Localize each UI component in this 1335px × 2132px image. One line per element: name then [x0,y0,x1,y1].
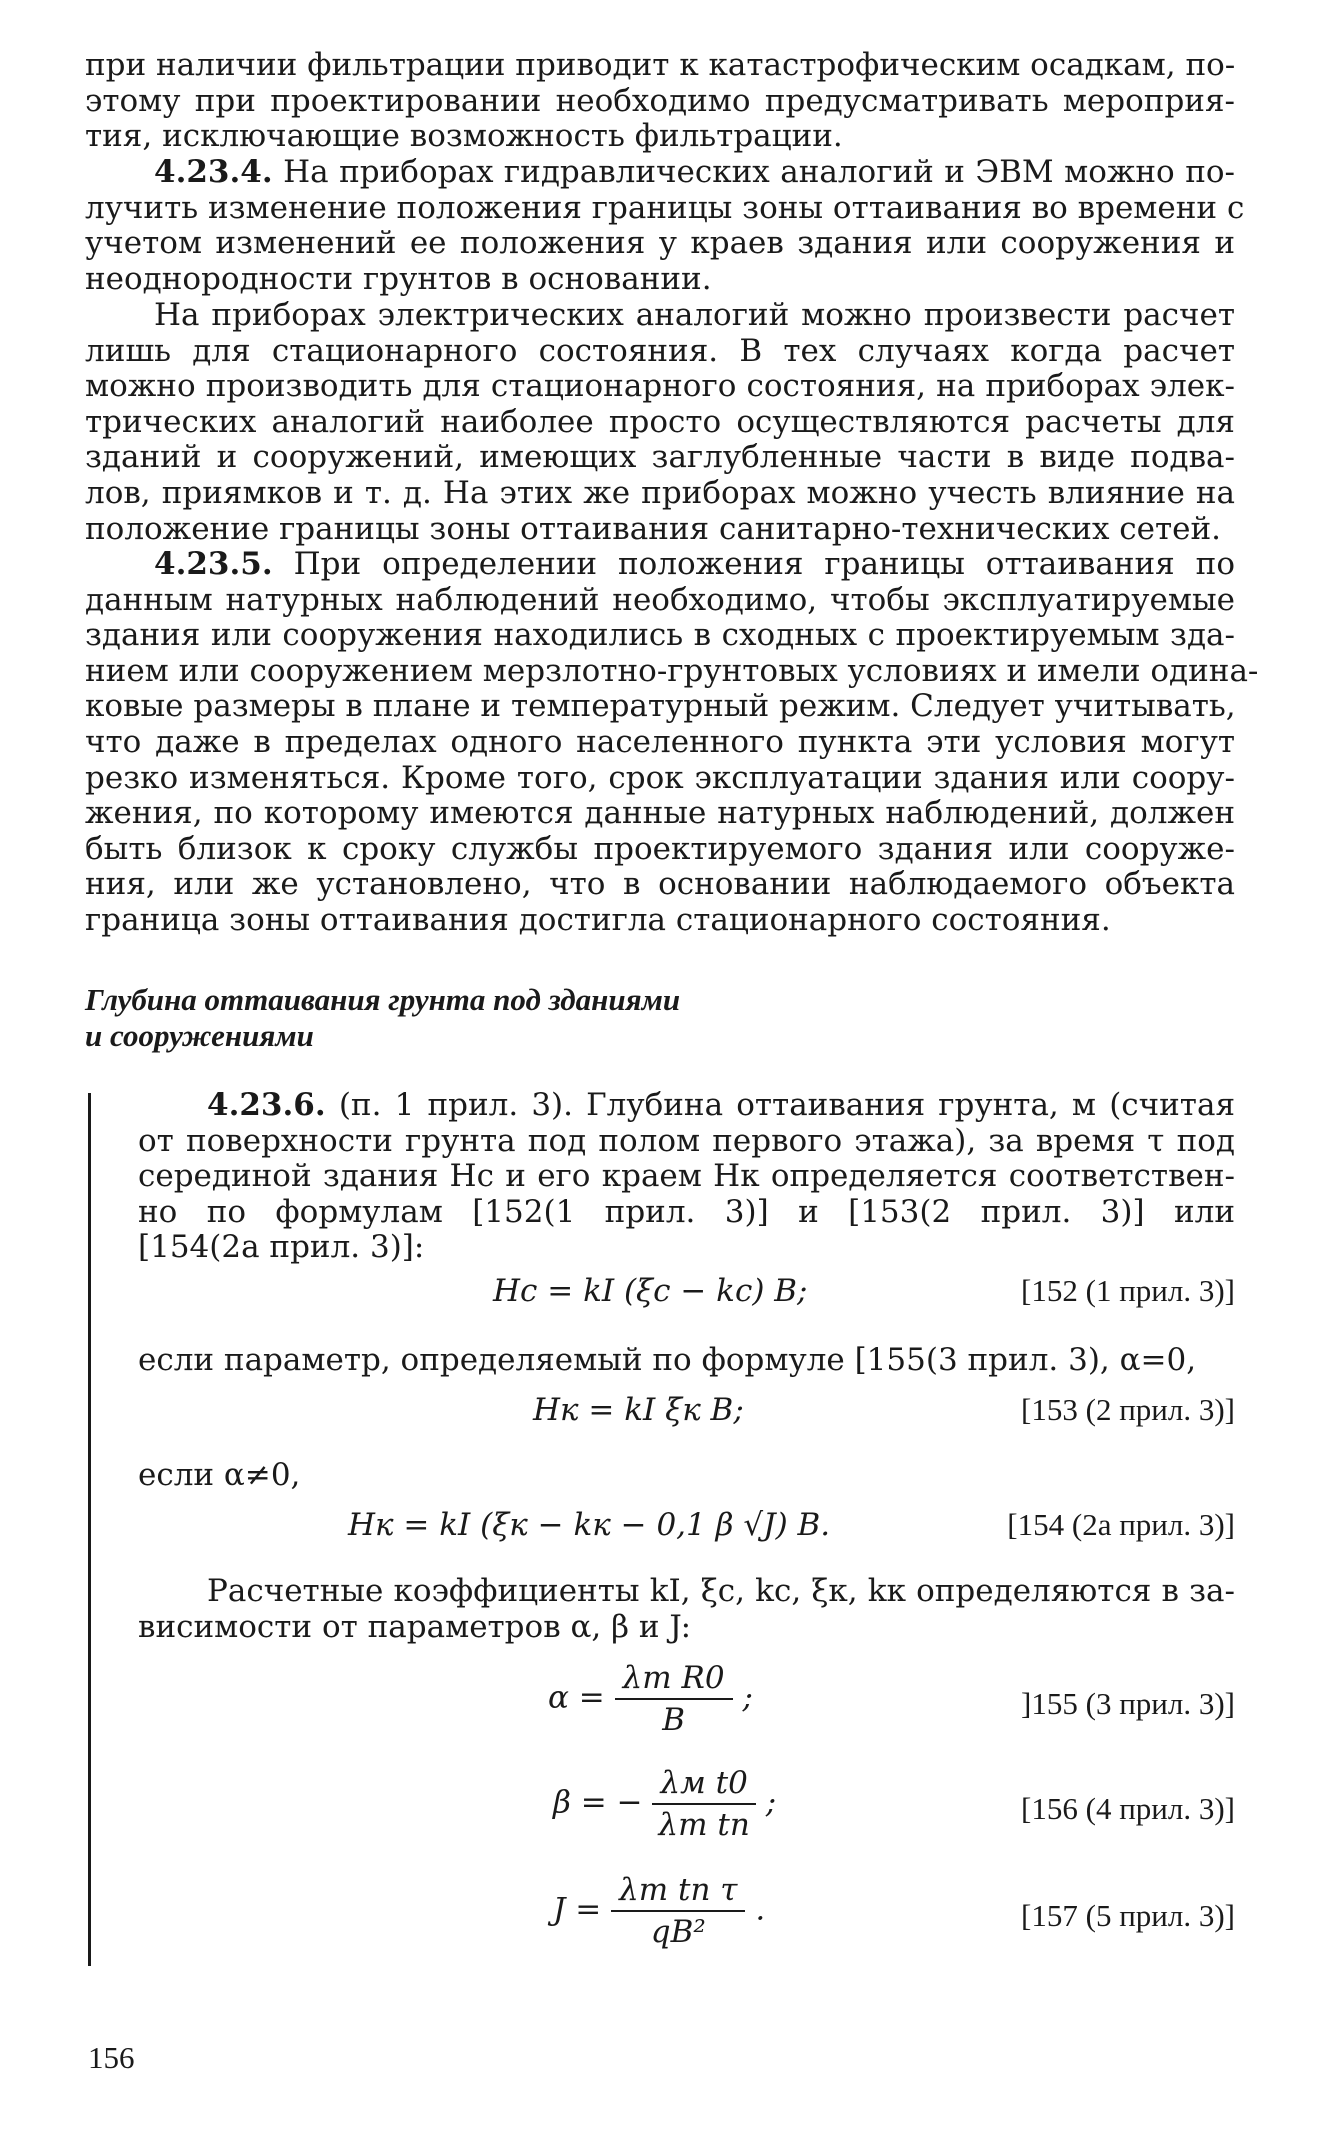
paragraph-4-23-5 [85,546,1259,939]
equation-reference: [156 (4 прил. 3)] [1021,1791,1235,1826]
equation-reference: [154 (2а прил. 3)] [1007,1507,1235,1542]
text-line [85,547,1235,583]
fraction-denominator: B [662,1702,685,1738]
formula-expression: Hк = kI (ξк − kк − 0,1 β √J) B. [348,1507,831,1543]
formula-lhs: J = [553,1891,602,1928]
text-line: висимости от параметров α, β и J: [138,1608,692,1645]
fraction-numerator: λт tп τ [611,1872,745,1912]
section-heading [85,982,680,1053]
formula-lhs: β = − [553,1784,643,1821]
fraction-denominator: λт tп [658,1807,750,1843]
text-line: нием или сооружением мерзлотно-грунтовых условиях и имели одина- [85,652,1259,689]
formula-156 [138,1765,1235,1855]
text-line: резко изменяться. Кроме того, срок эксплуатации здания или соору- [85,759,1235,796]
text-line: если параметр, определяемый по формуле [155(3 прил. 3), α=0, [138,1342,1197,1378]
paragraph-electric-analogies [85,298,1235,547]
text-line: зданий и сооружений, имеющих заглубленные части в виде подва- [85,439,1235,476]
text-line: лучить изменение положения границы зоны оттаивания во времени с [85,189,1245,226]
fraction-numerator: λт R0 [615,1660,733,1700]
text-line: трических аналогий наиболее просто осуществляются расчеты для [85,403,1235,440]
formula-tail: ; [742,1679,753,1716]
formula-expression: Hк = kI ξк B; [533,1392,744,1428]
text-line: лов, приямков и т. д. На этих же приборах можно учесть влияние на [85,474,1235,511]
text-line: от поверхности грунта под полом первого этажа), за время τ под [138,1122,1235,1159]
fraction-denominator: qB² [650,1914,706,1950]
formula-lhs: α = [548,1679,605,1716]
formula-154 [138,1507,1235,1567]
text-line: при наличии фильтрации приводит к катастрофическим осадкам, по- [85,47,1236,83]
equation-reference: [157 (5 прил. 3)] [1021,1898,1235,1933]
formula-expression [553,1872,765,1950]
equation-reference: [152 (1 прил. 3)] [1021,1273,1235,1308]
text-fragment: При определении положения границы оттаивания по [272,546,1235,582]
paragraph-alpha-zero [138,1343,1235,1379]
formula-expression [553,1765,776,1843]
text-line: ковые размеры в плане и температурный режим. Следует учитывать, [85,688,1236,725]
section-number: 4.23.5. [154,546,273,582]
text-line: Расчетные коэффициенты kI, ξс, kс, ξк, kк определяются в за- [207,1573,1235,1609]
margin-change-bar [88,1093,91,1966]
text-line: если α≠0, [138,1457,301,1493]
text-line [85,155,1235,191]
formula-expression: Hс = kI (ξс − kс) B; [493,1273,808,1309]
text-line: ния, или же установлено, что в основании наблюдаемого объекта [85,866,1235,903]
text-line: граница зоны оттаивания достигла стационарного состояния. [85,901,1111,938]
text-line: но по формулам [152(1 прил. 3)] и [153(2 прил. 3)] или [138,1193,1235,1230]
formula-152 [138,1273,1235,1333]
fraction [611,1872,745,1950]
formula-155 [138,1660,1235,1750]
equation-reference: ]155 (3 прил. 3)] [1021,1686,1235,1721]
heading-line: и сооружениями [85,1017,314,1053]
section-number: 4.23.6. [207,1087,326,1123]
text-line: этому при проектировании необходимо предусматривать мероприя- [85,82,1235,119]
text-line: здания или сооружения находились в сходных с проектируемым зда- [85,617,1235,654]
formula-153 [138,1392,1235,1452]
formula-expression [548,1660,753,1738]
formula-tail: ; [765,1784,777,1821]
fraction [615,1660,733,1738]
text-line: На приборах электрических аналогий можно произвести расчет [154,297,1235,333]
text-line [138,1088,1235,1124]
paragraph-alpha-nonzero [138,1458,1235,1494]
fraction-numerator: λм t0 [652,1765,755,1805]
text-fragment: (п. 1 прил. 3). Глубина оттаивания грунта, м (считая [325,1087,1235,1123]
text-line: что даже в пределах одного населенного пункта эти условия могут [85,723,1235,760]
text-line: быть близок к сроку службы проектируемого здания или сооруже- [85,830,1235,867]
text-line: учетом изменений ее положения у краев здания или сооружения и [85,225,1235,262]
page-number: 156 [88,2040,135,2075]
fraction [652,1765,755,1843]
text-line: положение границы зоны оттаивания санитарно-технических сетей. [85,510,1221,547]
text-line: данным натурных наблюдений необходимо, чтобы эксплуатируемые [85,581,1235,618]
text-line: [154(2а прил. 3)]: [138,1229,425,1266]
paragraph-1 [85,48,1235,155]
text-line: неоднородности грунтов в основании. [85,260,712,297]
section-number: 4.23.4. [154,154,273,190]
text-fragment: На приборах гидравлических аналогий и ЭВМ можно по- [272,154,1235,190]
text-line: можно производить для стационарного состояния, на приборах элек- [85,368,1235,405]
paragraph-coefficients [138,1574,1235,1645]
paragraph-4-23-4 [85,154,1245,297]
formula-157 [138,1872,1235,1962]
text-line: лишь для стационарного состояния. В тех случаях когда расчет [85,332,1235,369]
equation-reference: [153 (2 прил. 3)] [1021,1392,1235,1427]
paragraph-4-23-6 [138,1088,1235,1266]
text-line: жения, по которому имеются данные натурных наблюдений, должен [85,795,1235,832]
text-line: тия, исключающие возможность фильтрации. [85,118,843,155]
text-line: серединой здания Hс и его краем Hк определяется соответствен- [138,1158,1235,1195]
formula-tail: . [755,1891,766,1928]
heading-line: Глубина оттаивания грунта под зданиями [85,982,681,1017]
